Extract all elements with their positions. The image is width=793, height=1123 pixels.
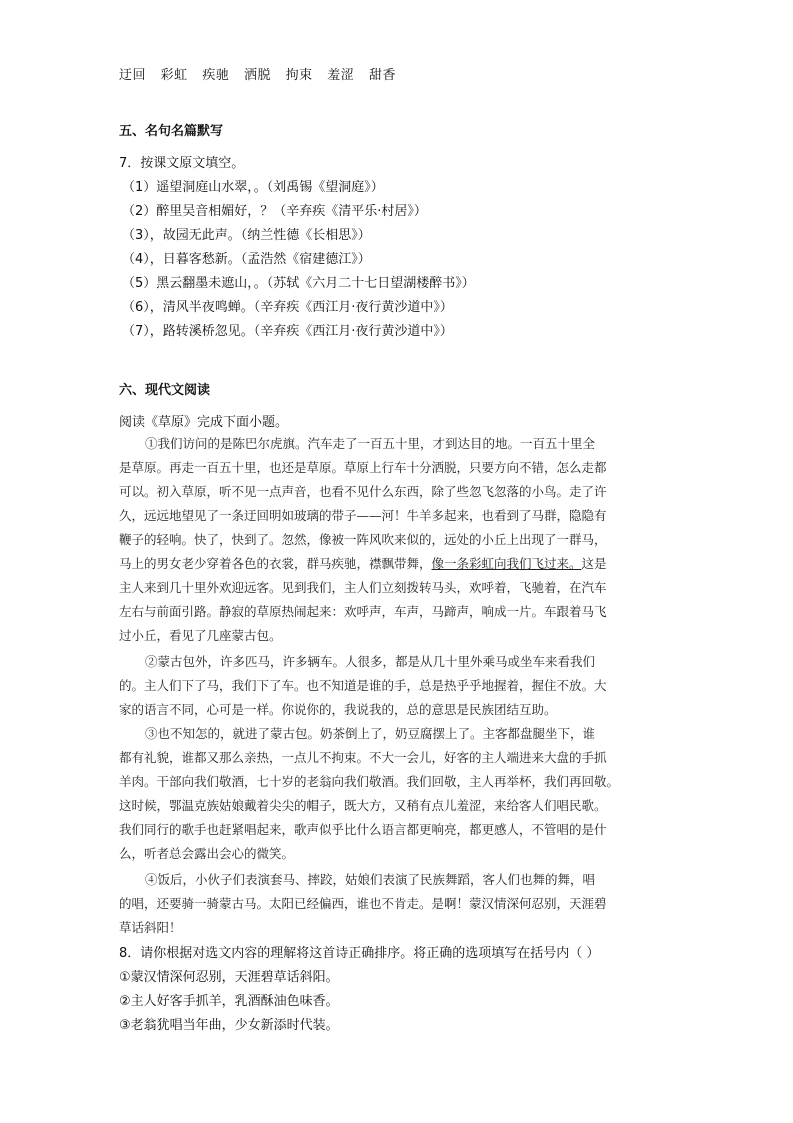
word-item: 迂回: [119, 68, 147, 83]
word-item: 洒脱: [243, 68, 271, 83]
text-line: 主人来到几十里外欢迎远客。见到我们，主人们立刻拨转马头，欢呼着，飞驰着，在汽车: [119, 580, 607, 595]
fill-blank-item: （6），清风半夜鸣蝉。（辛弃疾《西江月·夜行黄沙道中》）: [122, 300, 453, 315]
fill-blank-item: （2）醉里吴音相媚好，？（辛弃疾《清平乐·村居》）: [122, 204, 427, 219]
paragraph-3: [119, 722, 667, 866]
word-list: [119, 66, 406, 86]
text-segment: 这是: [581, 556, 607, 571]
word-item: 甜香: [368, 68, 396, 83]
word-item: 拘束: [285, 68, 313, 83]
fill-blank-item: （4），日暮客愁新。（孟浩然《宿建德江》）: [122, 252, 371, 267]
text-line: 的唱，还要骑一骑蒙古马。太阳已经偏西，谁也不肯走。是啊！蒙汉情深何忍别，天涯碧: [119, 896, 607, 911]
text-line: 的。主人们下了马，我们下了车。也不知道是谁的手，总是热乎乎地握着，握住不放。大: [119, 678, 607, 693]
text-line: 家的语言不同，心可是一样。你说你的，我说我的，总的意思是民族团结互助。: [119, 702, 557, 717]
text-line: ④饭后，小伙子们表演套马、摔跤，姑娘们表演了民族舞蹈，客人们也舞的舞，唱: [145, 872, 596, 887]
poem-option: ②主人好客手抓羊，乳酒酥油色味香。: [119, 994, 339, 1009]
underlined-sentence: 像一条彩虹向我们飞过来。: [431, 556, 582, 571]
reading-intro: 阅读《草原》完成下面小题。: [119, 415, 289, 430]
word-item: 彩虹: [160, 68, 188, 83]
paragraph-1: [119, 432, 667, 648]
fill-blank-item: （7），路转溪桥忽见。（辛弃疾《西江月·夜行黄沙道中》）: [122, 324, 453, 339]
text-line: 左右与前面引路。静寂的草原热闹起来：欢呼声，车声，马蹄声，响成一片。车跟着马飞: [119, 604, 607, 619]
text-line: 草话斜阳！: [119, 920, 182, 935]
text-line: ③也不知怎的，就进了蒙古包。奶茶倒上了，奶豆腐摆上了。主客都盘腿坐下，谁: [145, 726, 596, 741]
section-six-heading: 六、现代文阅读: [119, 383, 211, 398]
text-line: 久，远远地望见了一条迂回明如玻璃的带子——河！牛羊多起来，也看到了马群，隐隐有: [119, 508, 607, 523]
word-item: 羞涩: [327, 68, 355, 83]
word-item: 疾驰: [202, 68, 230, 83]
text-segment: 马上的男女老少穿着各色的衣裳，群马疾驰，襟飘带舞，: [119, 556, 432, 571]
text-line: 可以。初入草原，听不见一点声音，也看不见什么东西，除了些忽飞忽落的小鸟。走了许: [119, 484, 607, 499]
text-line: 过小丘，看见了几座蒙古包。: [119, 628, 282, 643]
paragraph-2: [119, 650, 667, 722]
text-line: 么，听者总会露出会心的微笑。: [119, 846, 295, 861]
fill-blank-item: （5）黑云翻墨未遮山，。（苏轼《六月二十七日望湖楼醉书》）: [122, 276, 475, 291]
text-line: 是草原。再走一百五十里，也还是草原。草原上行车十分洒脱，只要方向不错，怎么走都: [119, 460, 607, 475]
paragraph-4: [119, 868, 667, 940]
poem-option: ①蒙汉情深何忍别，天涯碧草话斜阳。: [119, 970, 339, 985]
text-line: 都有礼貌，谁都又那么亲热，一点儿不拘束。不大一会儿，好客的主人端进来大盘的手抓: [119, 750, 607, 765]
text-line: ①我们访问的是陈巴尔虎旗。汽车走了一百五十里，才到达目的地。一百五十里全: [145, 436, 596, 451]
text-line: 鞭子的轻响。快了，快到了。忽然，像被一阵风吹来似的，远处的小丘上出现了一群马，: [119, 532, 607, 547]
text-line: 我们同行的歌手也赶紧唱起来，歌声似乎比什么语言都更响亮，都更感人，不管唱的是什: [119, 822, 607, 837]
text-line: 羊肉。干部向我们敬酒，七十岁的老翁向我们敬酒。我们回敬，主人再举杯，我们再回敬。: [119, 774, 620, 789]
question-eight: 8．请你根据对选文内容的理解将这首诗正确排序。将正确的选项填写在括号内（ ）: [119, 946, 600, 961]
poem-option: ③老翁犹唱当年曲，少女新添时代装。: [119, 1018, 339, 1033]
text-line: 这时候，鄂温克族姑娘戴着尖尖的帽子，既大方，又稍有点儿羞涩，来给客人们唱民歌。: [119, 798, 607, 813]
section-five-heading: 五、名句名篇默写: [119, 124, 224, 139]
question-seven: 7．按课文原文填空。: [119, 156, 245, 171]
text-line: [119, 552, 667, 576]
fill-blank-item: （3），故园无此声。（纳兰性德《长相思》）: [122, 228, 371, 243]
fill-blank-item: （1）遥望洞庭山水翠，。（刘禹锡《望洞庭》）: [122, 180, 384, 195]
text-line: ②蒙古包外，许多匹马，许多辆车。人很多，都是从几十里外乘马或坐车来看我们: [145, 654, 596, 669]
